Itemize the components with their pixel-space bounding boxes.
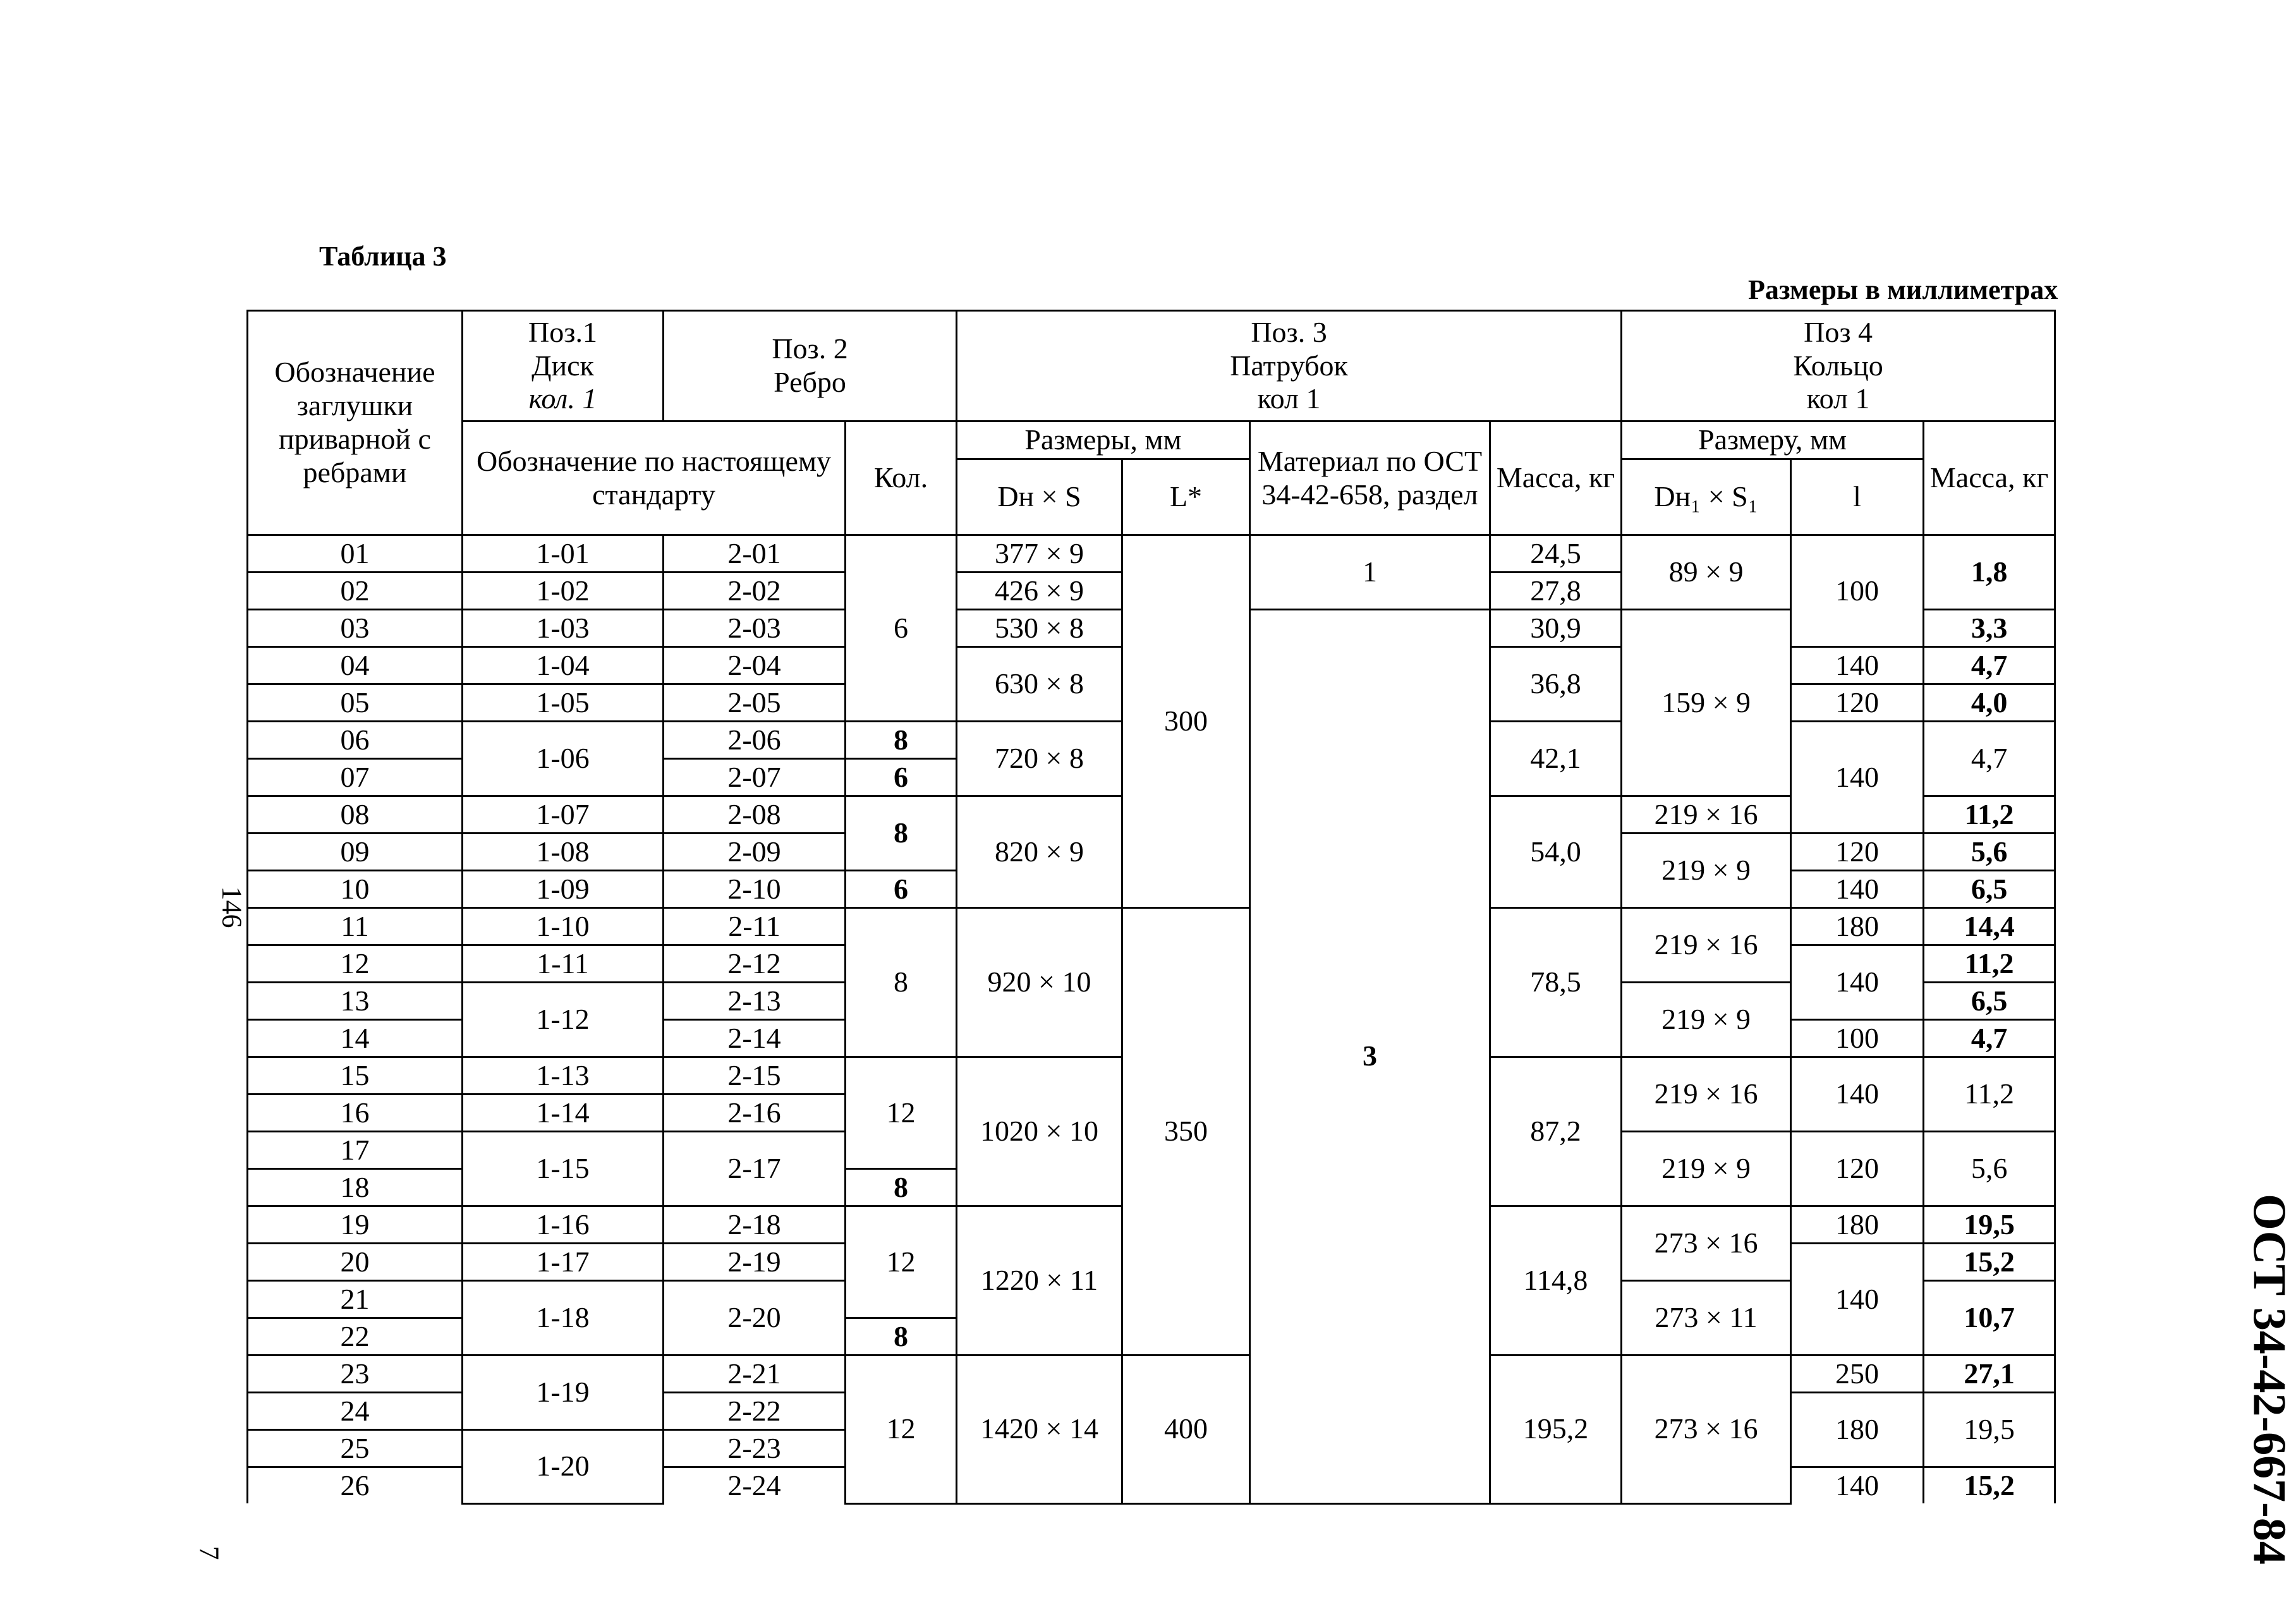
cell-kol: 6	[846, 535, 957, 722]
cell-dns: 1420 × 14	[957, 1355, 1122, 1504]
cell-l4: 180	[1791, 1206, 1924, 1244]
cell-l4: 180	[1791, 908, 1924, 945]
cell-pos2: 2-12	[664, 945, 846, 983]
cell-l4: 100	[1791, 535, 1924, 647]
header-pos1: Поз.1 Диск кол. 1	[463, 311, 664, 421]
cell-mass3: 114,8	[1490, 1206, 1622, 1355]
cell-pos1: 1-03	[463, 610, 664, 647]
cell-pos2: 2-01	[664, 535, 846, 573]
cell-dn1s1: 273 × 16	[1622, 1355, 1791, 1504]
cell-dns: 920 × 10	[957, 908, 1122, 1057]
table-caption: Таблица 3	[319, 241, 447, 272]
cell-kol: 12	[846, 1206, 957, 1318]
cell-pos2: 2-18	[664, 1206, 846, 1244]
cell-pos1: 1-10	[463, 908, 664, 945]
cell-mass4: 3,3	[1924, 610, 2055, 647]
cell-dn1s1: 219 × 16	[1622, 908, 1791, 983]
cell-pos2: 2-04	[664, 647, 846, 684]
cell-l4: 140	[1791, 1057, 1924, 1132]
header-l-star: L*	[1122, 459, 1250, 535]
cell-l: 400	[1122, 1355, 1250, 1504]
cell-mass4: 11,2	[1924, 796, 2055, 834]
cell-kol: 8	[846, 796, 957, 871]
cell-dns: 530 × 8	[957, 610, 1122, 647]
header-mass3: Масса, кг	[1490, 421, 1622, 535]
cell-pos1: 1-01	[463, 535, 664, 573]
cell-dn1s1: 219 × 9	[1622, 834, 1791, 908]
header-material: Материал по ОСТ 34-42-658, раздел	[1250, 421, 1490, 535]
page-number: 146	[216, 886, 248, 928]
cell-designation: 15	[248, 1057, 463, 1095]
cell-material: 3	[1250, 610, 1490, 1504]
cell-pos1: 1-14	[463, 1095, 664, 1132]
cell-kol: 12	[846, 1355, 957, 1504]
cell-l4: 140	[1791, 722, 1924, 834]
cell-mass3: 36,8	[1490, 647, 1622, 722]
cell-pos1: 1-08	[463, 834, 664, 871]
cell-designation: 24	[248, 1393, 463, 1430]
cell-mass4: 19,5	[1924, 1393, 2055, 1467]
cell-mass4: 4,7	[1924, 647, 2055, 684]
cell-pos1: 1-09	[463, 871, 664, 908]
cell-kol: 8	[846, 908, 957, 1057]
cell-designation: 09	[248, 834, 463, 871]
spec-table	[246, 310, 2056, 1505]
cell-pos1: 1-05	[463, 684, 664, 722]
cell-dns: 1220 × 11	[957, 1206, 1122, 1355]
cell-mass3: 78,5	[1490, 908, 1622, 1057]
cell-kol: 8	[846, 1169, 957, 1206]
cell-pos2: 2-10	[664, 871, 846, 908]
cell-pos2: 2-15	[664, 1057, 846, 1095]
cell-designation: 22	[248, 1318, 463, 1355]
cell-designation: 13	[248, 983, 463, 1020]
cell-pos2: 2-08	[664, 796, 846, 834]
cell-mass4: 4,7	[1924, 722, 2055, 796]
header-std-designation: Обозначение по настоящему стандарту	[463, 421, 846, 535]
cell-designation: 11	[248, 908, 463, 945]
cell-kol: 8	[846, 722, 957, 759]
cell-pos2: 2-23	[664, 1430, 846, 1467]
cell-pos2: 2-11	[664, 908, 846, 945]
cell-pos2: 2-16	[664, 1095, 846, 1132]
cell-l4: 120	[1791, 1132, 1924, 1206]
cell-pos2: 2-14	[664, 1020, 846, 1057]
cell-dn1s1: 273 × 16	[1622, 1206, 1791, 1281]
cell-kol: 6	[846, 759, 957, 796]
cell-designation: 02	[248, 573, 463, 610]
cell-designation: 20	[248, 1244, 463, 1281]
cell-dns: 1020 × 10	[957, 1057, 1122, 1206]
cell-designation: 12	[248, 945, 463, 983]
cell-dn1s1: 219 × 9	[1622, 983, 1791, 1057]
header-sizes: Размеры, мм	[957, 421, 1250, 459]
cell-pos1: 1-12	[463, 983, 664, 1057]
cell-l4: 140	[1791, 945, 1924, 1020]
cell-mass4: 1,8	[1924, 535, 2055, 610]
cell-l4: 140	[1791, 871, 1924, 908]
cell-mass4: 14,4	[1924, 908, 2055, 945]
cell-mass4: 6,5	[1924, 983, 2055, 1020]
header-kol: Кол.	[846, 421, 957, 535]
cell-pos1: 1-06	[463, 722, 664, 796]
cell-kol: 8	[846, 1318, 957, 1355]
cell-dns: 426 × 9	[957, 573, 1122, 610]
cell-mass4: 27,1	[1924, 1355, 2055, 1393]
cell-pos2: 2-07	[664, 759, 846, 796]
header-mass4: Масса, кг	[1924, 421, 2055, 535]
cell-pos1: 1-19	[463, 1355, 664, 1430]
cell-designation: 06	[248, 722, 463, 759]
cell-dns: 720 × 8	[957, 722, 1122, 796]
cell-designation: 08	[248, 796, 463, 834]
cell-dn1s1: 89 × 9	[1622, 535, 1791, 610]
cell-l4: 180	[1791, 1393, 1924, 1467]
cell-mass4: 15,2	[1924, 1467, 2055, 1504]
cell-dns: 377 × 9	[957, 535, 1122, 573]
cell-kol: 6	[846, 871, 957, 908]
cell-l4: 120	[1791, 684, 1924, 722]
cell-mass3: 195,2	[1490, 1355, 1622, 1504]
header-pos3: Поз. 3 Патрубок кол 1	[957, 311, 1622, 421]
cell-mass3: 24,5	[1490, 535, 1622, 573]
cell-designation: 14	[248, 1020, 463, 1057]
cell-pos1: 1-17	[463, 1244, 664, 1281]
cell-material: 1	[1250, 535, 1490, 610]
header-dn-s: Dн × S	[957, 459, 1122, 535]
cell-designation: 07	[248, 759, 463, 796]
cell-l: 350	[1122, 908, 1250, 1355]
cell-dn1s1: 159 × 9	[1622, 610, 1791, 796]
cell-pos1: 1-20	[463, 1430, 664, 1504]
header-pos4: Поз 4 Кольцо кол 1	[1622, 311, 2055, 421]
cell-mass4: 5,6	[1924, 834, 2055, 871]
cell-dn1s1: 219 × 16	[1622, 1057, 1791, 1132]
cell-mass4: 10,7	[1924, 1281, 2055, 1355]
cell-l4: 140	[1791, 1467, 1924, 1504]
bottom-mark: 7	[193, 1546, 225, 1560]
cell-designation: 01	[248, 535, 463, 573]
cell-mass4: 4,0	[1924, 684, 2055, 722]
cell-mass4: 11,2	[1924, 1057, 2055, 1132]
cell-mass4: 11,2	[1924, 945, 2055, 983]
cell-mass4: 15,2	[1924, 1244, 2055, 1281]
header-pos2: Поз. 2 Ребро	[664, 311, 957, 421]
cell-designation: 16	[248, 1095, 463, 1132]
cell-pos2: 2-06	[664, 722, 846, 759]
cell-dns: 630 × 8	[957, 647, 1122, 722]
cell-designation: 05	[248, 684, 463, 722]
standard-code: ОСТ 34-42-667-84	[2243, 1194, 2295, 1565]
cell-pos1: 1-07	[463, 796, 664, 834]
header-dn1-s1: Dн₁ × S₁	[1622, 459, 1791, 535]
cell-mass3: 42,1	[1490, 722, 1622, 796]
cell-designation: 03	[248, 610, 463, 647]
cell-pos2: 2-21	[664, 1355, 846, 1393]
cell-mass3: 27,8	[1490, 573, 1622, 610]
cell-l4: 140	[1791, 1244, 1924, 1355]
cell-l4: 120	[1791, 834, 1924, 871]
cell-designation: 04	[248, 647, 463, 684]
units-note: Размеры в миллиметрах	[1748, 274, 2058, 305]
cell-pos1: 1-04	[463, 647, 664, 684]
cell-designation: 21	[248, 1281, 463, 1318]
cell-dn1s1: 219 × 16	[1622, 796, 1791, 834]
cell-pos2: 2-05	[664, 684, 846, 722]
cell-designation: 23	[248, 1355, 463, 1393]
cell-pos2: 2-22	[664, 1393, 846, 1430]
cell-mass4: 19,5	[1924, 1206, 2055, 1244]
cell-designation: 18	[248, 1169, 463, 1206]
cell-pos2: 2-03	[664, 610, 846, 647]
cell-pos2: 2-19	[664, 1244, 846, 1281]
header-designation: Обозначение заглушки приварной с ребрами	[248, 311, 463, 535]
cell-designation: 25	[248, 1430, 463, 1467]
cell-pos2: 2-02	[664, 573, 846, 610]
cell-mass3: 87,2	[1490, 1057, 1622, 1206]
cell-mass4: 4,7	[1924, 1020, 2055, 1057]
cell-pos1: 1-13	[463, 1057, 664, 1095]
cell-pos2: 2-13	[664, 983, 846, 1020]
cell-dns: 820 × 9	[957, 796, 1122, 908]
cell-mass4: 6,5	[1924, 871, 2055, 908]
cell-designation: 10	[248, 871, 463, 908]
cell-pos2: 2-17	[664, 1132, 846, 1206]
cell-designation: 17	[248, 1132, 463, 1169]
cell-dn1s1: 273 × 11	[1622, 1281, 1791, 1355]
header-l: l	[1791, 459, 1924, 535]
cell-pos1: 1-16	[463, 1206, 664, 1244]
cell-pos1: 1-15	[463, 1132, 664, 1206]
cell-pos1: 1-18	[463, 1281, 664, 1355]
cell-l4: 140	[1791, 647, 1924, 684]
cell-mass3: 30,9	[1490, 610, 1622, 647]
cell-mass3: 54,0	[1490, 796, 1622, 908]
cell-kol: 12	[846, 1057, 957, 1169]
cell-l: 300	[1122, 535, 1250, 908]
cell-dn1s1: 219 × 9	[1622, 1132, 1791, 1206]
cell-pos2: 2-20	[664, 1281, 846, 1355]
cell-designation: 26	[248, 1467, 463, 1504]
cell-designation: 19	[248, 1206, 463, 1244]
cell-pos1: 1-11	[463, 945, 664, 983]
cell-pos1: 1-02	[463, 573, 664, 610]
cell-pos2: 2-24	[664, 1467, 846, 1504]
cell-l4: 100	[1791, 1020, 1924, 1057]
cell-l4: 250	[1791, 1355, 1924, 1393]
cell-mass4: 5,6	[1924, 1132, 2055, 1206]
cell-pos2: 2-09	[664, 834, 846, 871]
header-sizes-ring: Размеру, мм	[1622, 421, 1924, 459]
